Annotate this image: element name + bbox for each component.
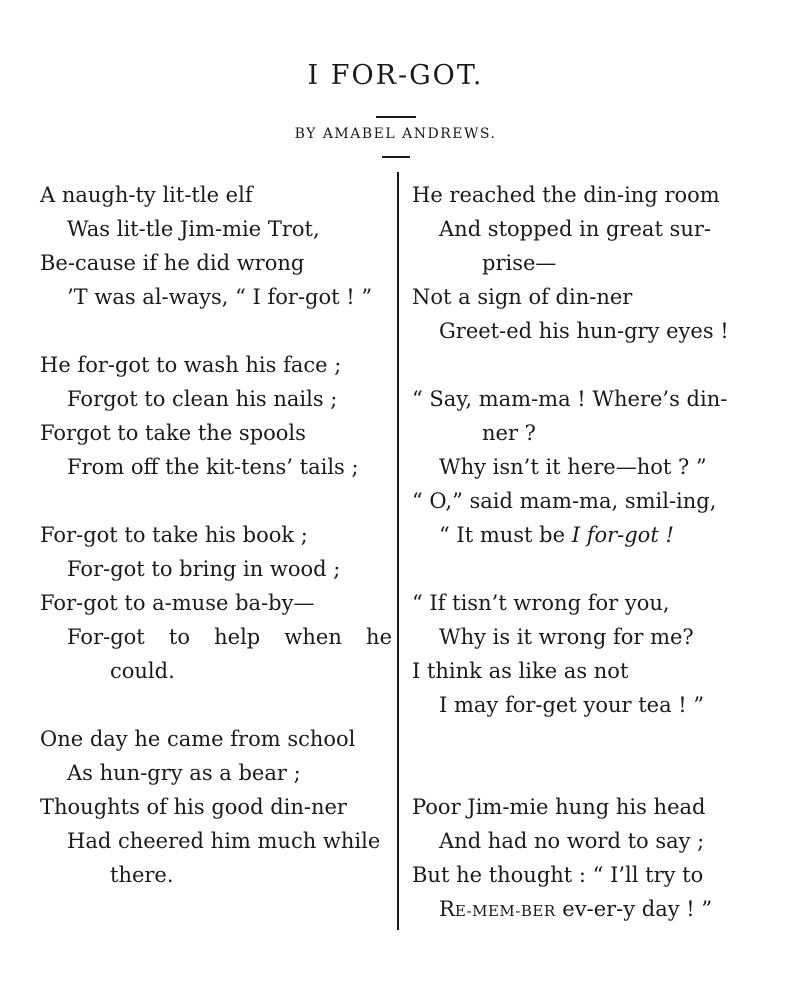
title-rule [376, 116, 416, 118]
stanza [40, 348, 392, 484]
verse-line: Had cheered him much while [67, 829, 381, 853]
column-divider [397, 172, 399, 930]
verse-text: R [439, 897, 455, 921]
verse-line: But he thought : “ I’ll try to [412, 863, 704, 887]
verse-line: For-got to a-muse ba-by— [40, 591, 315, 615]
verse-line: “ O,” said mam-ma, smil-ing, [412, 489, 717, 513]
verse-line: could. [110, 659, 175, 683]
italic-phrase: I for-got ! [571, 523, 674, 547]
verse-line: “ Say, mam-ma ! Where’s din- [412, 387, 728, 411]
small-caps-word: E-MEM-BER [454, 902, 556, 920]
poem-title: I FOR-GOT. [307, 60, 484, 91]
left-column [40, 178, 392, 892]
verse-line: Thoughts of his good din-ner [40, 795, 347, 819]
verse-line: I may for-get your tea ! ” [439, 693, 705, 717]
stanza [412, 586, 767, 722]
verse-line [412, 892, 767, 926]
stanza [40, 722, 392, 892]
verse-line: Why is it wrong for me? [439, 625, 694, 649]
verse-line: And had no word to say ; [439, 829, 705, 853]
verse-line: I think as like as not [412, 659, 629, 683]
stanza [412, 382, 767, 552]
byline: BY AMABEL ANDREWS. [294, 126, 497, 142]
verse-line: For-got to help when he [67, 625, 392, 649]
stanza [40, 518, 392, 688]
verse-line [412, 518, 767, 552]
verse-line: Was lit-tle Jim-mie Trot, [67, 217, 320, 241]
verse-line: And stopped in great sur- [439, 217, 711, 241]
verse-line: “ If tisn’t wrong for you, [412, 591, 670, 615]
verse-text: “ It must be [439, 523, 566, 547]
verse-line: Not a sign of din-ner [412, 285, 633, 309]
stanza [412, 790, 767, 926]
verse-line: there. [110, 863, 174, 887]
verse-line: Forgot to clean his nails ; [67, 387, 338, 411]
verse-line: Greet-ed his hun-gry eyes ! [439, 319, 729, 343]
byline-rule [382, 156, 410, 158]
verse-line: For-got to take his book ; [40, 523, 308, 547]
verse-line: He reached the din-ing room [412, 183, 720, 207]
verse-text: ev-er-y day ! ” [555, 897, 713, 921]
verse-line: ner ? [482, 421, 536, 445]
verse-line: Be-cause if he did wrong [40, 251, 305, 275]
verse-line: One day he came from school [40, 727, 356, 751]
verse-line: For-got to bring in wood ; [67, 557, 341, 581]
verse-line: Poor Jim-mie hung his head [412, 795, 706, 819]
stanza [40, 178, 392, 314]
verse-line: prise— [482, 251, 557, 275]
verse-line: A naugh-ty lit-tle elf [40, 183, 253, 207]
verse-line: ’T was al-ways, “ I for-got ! ” [67, 285, 373, 309]
verse-line: Why isn’t it here—hot ? ” [439, 455, 707, 479]
stanza [412, 178, 767, 348]
verse-line: He for-got to wash his face ; [40, 353, 342, 377]
verse-line: As hun-gry as a bear ; [67, 761, 301, 785]
verse-line: From off the kit-tens’ tails ; [67, 455, 359, 479]
right-column [412, 178, 767, 926]
verse-line: Forgot to take the spools [40, 421, 306, 445]
